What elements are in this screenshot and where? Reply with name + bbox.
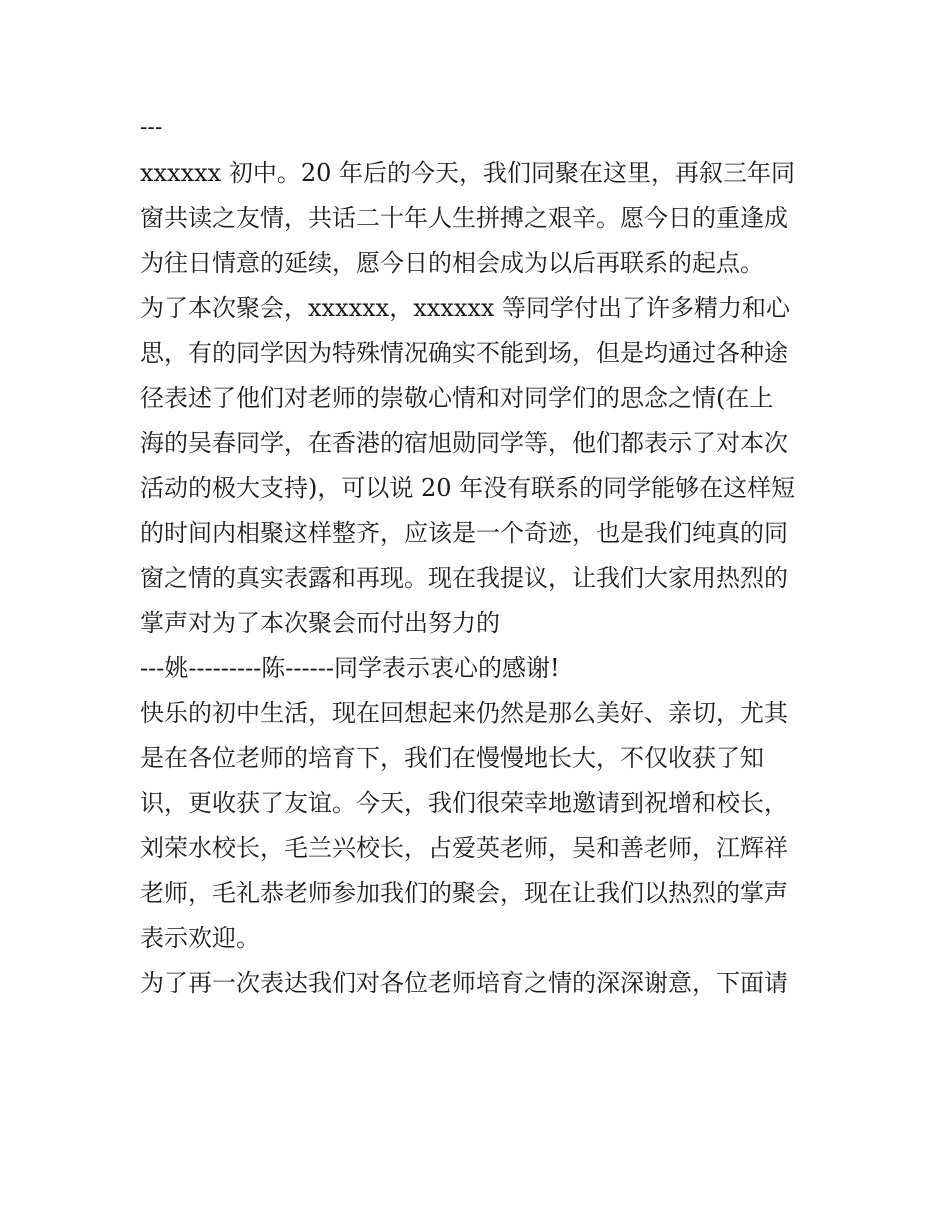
text-line: 为往日情意的延续，愿今日的相会成为以后再联系的起点。 [140,249,764,277]
text-line: xxxxxx 初中。20 年后的今天，我们同聚在这里，再叙三年同 [140,159,796,187]
text-line: 为了本次聚会，xxxxxx，xxxxxx 等同学付出了许多精力和心 [140,294,791,322]
text-line: 思，有的同学因为特殊情况确实不能到场，但是均通过各种途 [140,339,788,367]
paragraph-teachers-welcome [140,691,820,961]
document-body [140,151,820,1006]
paragraph-gratitude-line [140,646,820,691]
text-line: 识，更收获了友谊。今天，我们很荣幸地邀请到祝增和校长， [140,789,788,817]
text-line: 窗之情的真实表露和再现。现在我提议，让我们大家用热烈的 [140,564,788,592]
separator-line: --- [140,115,163,140]
text-line: ---姚---------陈------同学表示衷心的感谢! [140,654,560,682]
text-line: 老师，毛礼恭老师参加我们的聚会，现在让我们以热烈的掌声 [140,879,788,907]
paragraph-organizers-thanks [140,286,820,646]
text-line: 快乐的初中生活，现在回想起来仍然是那么美好、亲切，尤其 [140,699,788,727]
text-line: 刘荣水校长，毛兰兴校长，占爱英老师，吴和善老师，江辉祥 [140,834,788,862]
paragraph-closing [140,961,820,1006]
text-line: 掌声对为了本次聚会而付出努力的 [140,609,500,637]
text-line: 是在各位老师的培育下，我们在慢慢地长大，不仅收获了知 [140,744,764,772]
text-line: 活动的极大支持)，可以说 20 年没有联系的同学能够在这样短 [140,474,796,502]
text-line: 为了再一次表达我们对各位老师培育之情的深深谢意，下面请 [140,969,788,997]
text-line: 表示欢迎。 [140,924,260,952]
text-line: 窗共读之友情，共话二十年人生拼搏之艰辛。愿今日的重逢成 [140,204,788,232]
text-line: 海的吴春同学，在香港的宿旭勋同学等，他们都表示了对本次 [140,429,788,457]
text-line: 的时间内相聚这样整齐，应该是一个奇迹，也是我们纯真的同 [140,519,788,547]
text-line: 径表述了他们对老师的崇敬心情和对同学们的思念之情(在上 [140,384,774,412]
paragraph-reunion-intro [140,151,820,286]
